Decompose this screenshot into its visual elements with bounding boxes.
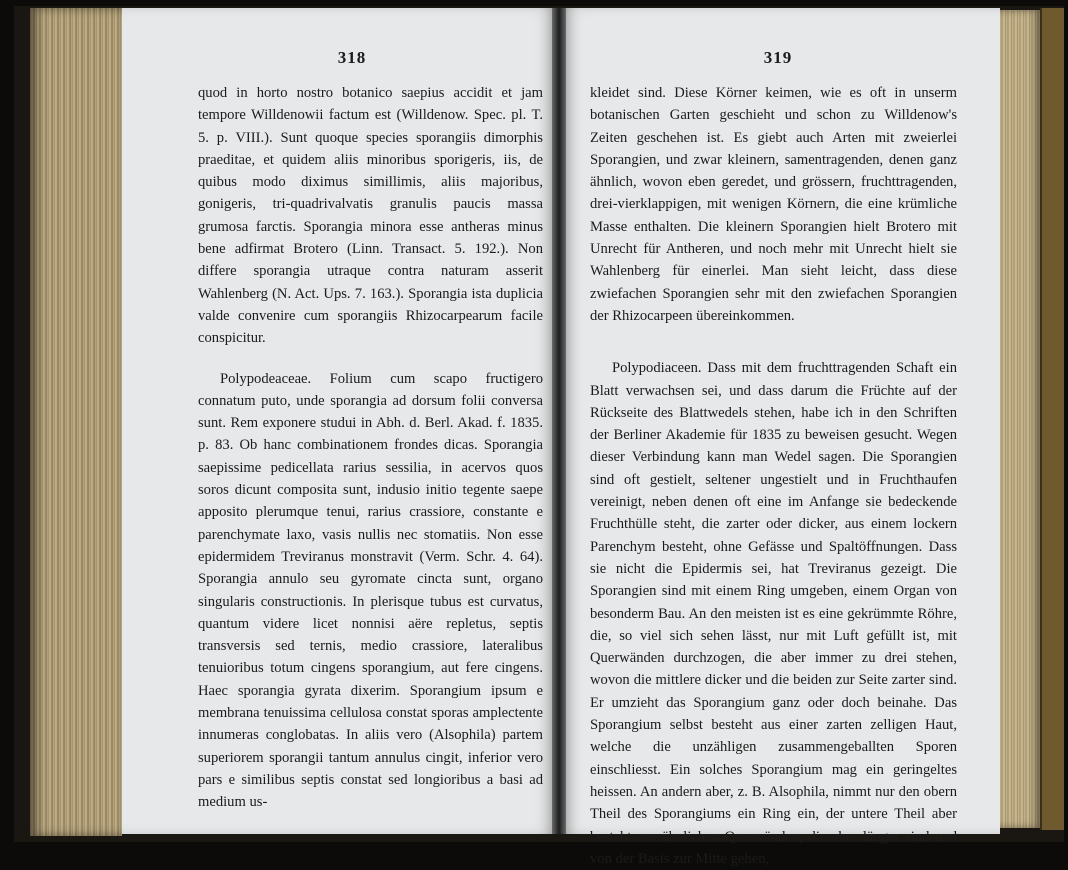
paragraph: Polypodiaceen. Dass mit dem fruchttragenden Schaft ein Blatt verwachsen sei, und dass darum die Früchte auf der Rückseite des Blattwedels stehen, habe ich in den Schriften der Berliner Akademie für 1835 zu beweisen gesucht. Wegen dieser Verbindung kann man Wedel sagen. Die Sporangien sind oft gestielt, seltener ungestielt und in Fruchthaufen vereinigt, neben denen oft eine im Anfange sie bedeckende Fruchthülle steht, die zarter oder dicker, aus einem lockern Parenchym besteht, ohne Gefässe und Spaltöffnungen. Dass sie nicht die Epidermis sei, hat Treviranus gezeigt. Die Sporangien sind mit einem Ring umgeben, einem Organ von besonderm Bau. An den meisten ist es eine gekrümmte Röhre, die, so viel sich sehen lässt, nur mit Luft gefüllt ist, mit Querwänden durchzogen, die aber immer zu drei stehen, wovon die mittlere dicker und die beiden zur Seite zarter sind. Er umzieht das Sporangium ganz oder doch beinahe. Das Sporangium selbst besteht aus einer zarten zelligen Haut, welche die unzähligen zusammengeballten Sporen einschliesst. Ein solches Sporangium mag ein geringeltes heissen. An andern aber, z. B. Alsophila, nimmt nur den obern Theil des Sporangiums ein Ring ein, der untere Theil aber besteht aus ähnlichen Querwänden, die aber länger sind und von der Basis zur Mitte gehen, [590,360,957,867]
page-number: 318 [337,48,367,67]
book-cover-edge [1040,8,1064,830]
page-body [590,82,957,870]
paragraph: quod in horto nostro botanico saepius accidit et jam tempore Willdenowii factum est (Willdenow. Spec. pl. T. 5. p. VIII.). Sunt quoque species sporangiis dimorphis praeditae, et quidem aliis minoribus sporigeris, iis, de quibus modo diximus simillimis, aliis majoribus, gonigeris, tri-quadrivalvatis granulis paucis massa grumosa farctis. Sporangia minora esse antheras minus bene adfirmat Brotero (Linn. Transact. 5. 192.). Non differe sporangia utraque contra naturam asserit Wahlenberg (N. Act. Ups. 7. 163.). Sporangia ista duplicia valde convenire cum sporangiis Rhizocarpearum facile conspicitur. [198,85,543,347]
left-page [122,8,558,834]
paragraph: kleidet sind. Diese Körner keimen, wie es oft in unserm botanischen Garten geschieht und schon zu Willdenow's Zeiten geschehen ist. Es giebt auch Arten mit zweierlei Sporangien, und zwar kleinern, samentragenden, denen ganz ähnlich, wovon eben geredet, und grössern, fruchttragenden, drei-vierklappigen, mit wenigen Körnern, die eine krümliche Masse enthalten. Die kleinern Sporangien hielt Brotero mit Unrecht für Antheren, und noch mehr mit Unrecht hielt sie Wahlenberg für einerlei. Man sieht leicht, dass diese zwiefachen Sporangien sehr mit den zwiefachen Sporangien der Rhizocarpeen übereinkommen. [590,85,957,324]
right-page [560,8,1000,867]
page-edges-right [1000,10,1042,828]
page-body [198,82,543,814]
book-gutter [552,8,566,834]
page-number: 319 [763,48,793,67]
page-edges-left [30,8,122,836]
paragraph: Polypodeaceae. Folium cum scapo fructigero connatum puto, unde sporangia ad dorsum folii conversa sunt. Rem exponere studui in Abh. d. Berl. Akad. f. 1835. p. 83. Ob hanc combinationem frondes dicas. Sporangia saepissime pedicellata rarius sessilia, in acervos quos soros dicunt composita sunt, indusio initio tegente saepe apposito plerumque tenui, rarius crassiore, constante e parenchymate laxo, vasis nullis nec stomatiis. Non esse epidermidem Treviranus monstravit (Verm. Schr. 4. 64). Sporangia annulo seu gyromate cincta sunt, organo singularis constructionis. In plerisque tubus est curvatus, quantum videre licet nonnisi aëre repletus, septis transversis sed ternis, medio crassiore, lateralibus tenuioribus totum cingens sporangium, aut fere cingens. Haec sporangia gyrata dixerim. Sporangium ipsum e membrana tenuissima cellulosa constat sporas amplectente innumeras conglobatas. In aliis vero (Alsophila) partem superiorem sporangii tantum annulus cingit, inferior vero pars e similibus septis constat sed longioribus a basi ad medium us- [198,370,543,811]
